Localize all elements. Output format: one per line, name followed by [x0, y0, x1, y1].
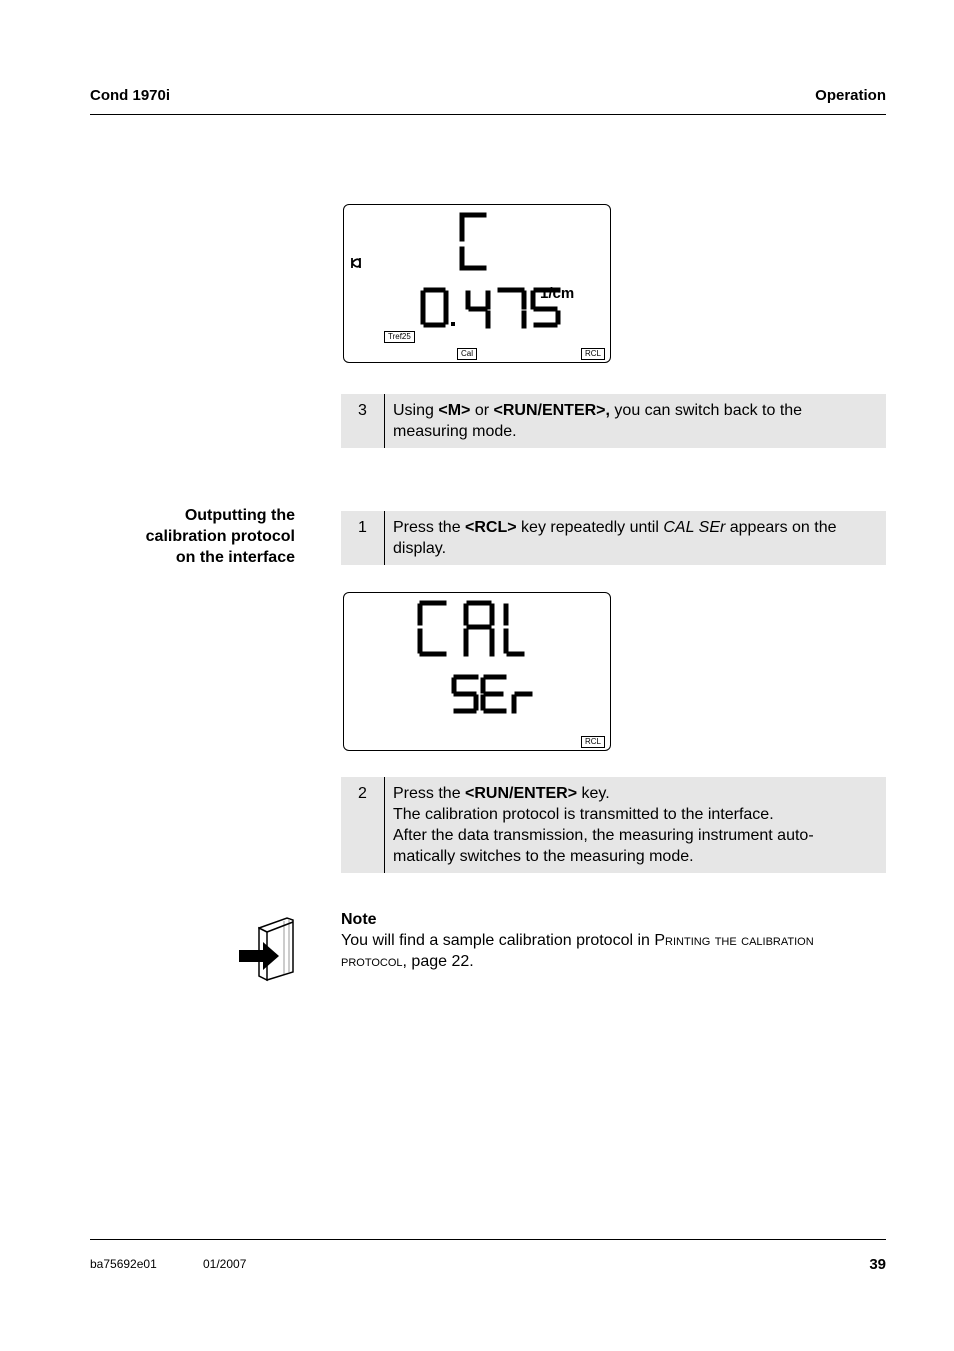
page-number: 39: [869, 1256, 886, 1273]
lcd-display-cell-constant: [343, 204, 611, 363]
text-run: or: [470, 402, 494, 419]
rcl-tag: RCL: [581, 348, 605, 360]
step-3: [341, 394, 886, 448]
step-divider: [384, 511, 385, 565]
header-title: Cond 1970i: [90, 87, 171, 104]
step-text: [393, 783, 880, 867]
unit-label: 1/cm: [540, 285, 575, 302]
cell-constant-icon: [349, 255, 363, 271]
text-run: Using: [393, 402, 439, 419]
section-heading-line: Outputting the: [184, 507, 295, 524]
text-run: You will find a sample calibration protocol in: [341, 932, 655, 949]
book-arrow-icon: [237, 914, 297, 982]
display-text-ref: CAL SEr: [663, 519, 726, 536]
cross-reference-link[interactable]: Printing the calibration: [654, 932, 814, 949]
step-number: 1: [358, 519, 367, 536]
header-rule: [90, 114, 886, 115]
lcd-display-cal-ser: [343, 592, 611, 751]
text-run: , page 22.: [402, 953, 474, 970]
step-text: [393, 517, 880, 559]
step-text: [393, 400, 880, 442]
note-text: [341, 930, 886, 972]
step-line: matically switches to the measuring mode.: [393, 848, 694, 865]
step-2: [341, 777, 886, 873]
key-run-enter: <RUN/ENTER>,: [493, 402, 610, 419]
section-heading-line: on the interface: [175, 549, 295, 566]
step-line: After the data transmission, the measuring instrument auto-: [393, 827, 814, 844]
step-1: [341, 511, 886, 565]
step-line: [393, 783, 880, 804]
text-run: key.: [577, 785, 610, 802]
header-section: Operation: [815, 87, 886, 104]
step-number: 3: [358, 402, 367, 419]
tref25-tag: Tref25: [384, 331, 415, 343]
note-block: [341, 909, 886, 972]
step-line: The calibration protocol is transmitted to the interface.: [393, 806, 774, 823]
text-run: key repeatedly until: [516, 519, 664, 536]
step-divider: [384, 777, 385, 873]
rcl-tag: RCL: [581, 736, 605, 748]
text-run: you can switch back to the measuring mode.: [393, 402, 803, 440]
step-divider: [384, 394, 385, 448]
note-title: Note: [341, 911, 377, 928]
key-run-enter: <RUN/ENTER>: [465, 785, 578, 802]
text-run: appears on the display.: [393, 519, 837, 557]
footer-rule: [90, 1239, 886, 1240]
text-run: Press the: [393, 785, 466, 802]
key-m: <M>: [438, 402, 471, 419]
key-rcl: <RCL>: [465, 519, 517, 536]
text-run: Press the: [393, 519, 466, 536]
footer-doc-id: ba75692e01: [90, 1257, 157, 1271]
lcd-segments-graphic: [344, 593, 612, 752]
cal-tag: Cal: [457, 348, 477, 360]
section-heading-line: calibration protocol: [145, 528, 295, 545]
section-heading: [146, 505, 295, 568]
footer-date: 01/2007: [203, 1257, 247, 1271]
cross-reference-link[interactable]: protocol: [341, 953, 403, 970]
step-number: 2: [358, 785, 367, 802]
